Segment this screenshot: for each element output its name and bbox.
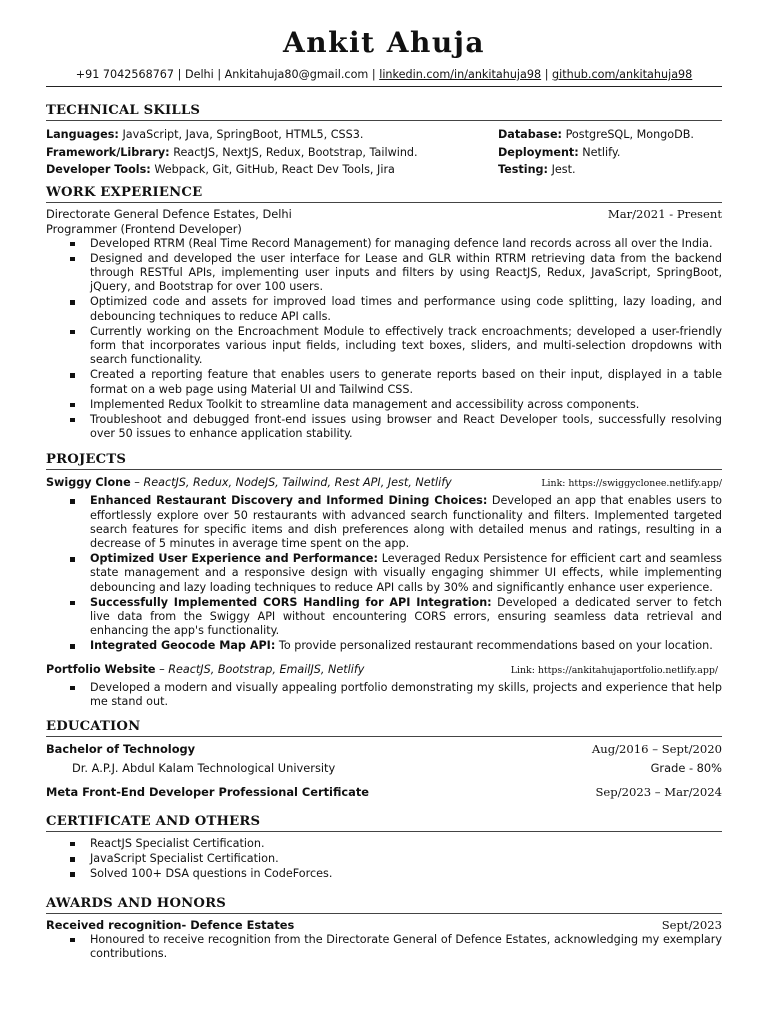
project-name: Portfolio Website [46, 662, 156, 676]
edu-grade: Grade - 80% [650, 760, 722, 775]
work-bullet: Troubleshoot and debugged front-end issues using browser and React Developer tools, successfully resolving over 50 issues to enhance application stability. [70, 413, 722, 441]
work-org: Directorate General Defence Estates, Delhi [46, 206, 292, 221]
linkedin-link[interactable]: linkedin.com/in/ankitahuja98 [379, 68, 542, 81]
work-bullet: Currently working on the Encroachment Module to effectively track encroachments; developed a user-friendly form that incorporates various input fields, including text boxes, sliders, and multi-selection dropdowns with search functionality. [70, 325, 722, 368]
work-role-row [46, 222, 722, 237]
skill-value: Jest. [551, 163, 576, 176]
section-title-certificates: CERTIFICATE AND OTHERS [46, 813, 722, 832]
project-link[interactable]: Link: https://swiggyclonee.netlify.app/ [541, 478, 722, 490]
project-stack: ReactJS, Bootstrap, EmailJS, Netlify [168, 662, 365, 676]
skill-line [498, 126, 694, 144]
edu-cert: Meta Front-End Developer Professional Certificate [46, 784, 369, 799]
project-link[interactable]: Link: https://ankitahujaportfolio.netlify.app/ [510, 664, 718, 676]
project-bullet-heading: Integrated Geocode Map API: [90, 639, 276, 653]
contact-line: +91 7042568767 | Delhi | Ankitahuja80@gmail.com | linkedin.com/in/ankitahuja98 | github.com/ankitahuja98 [46, 67, 722, 87]
skill-line [46, 161, 498, 179]
project-dash: – [155, 662, 169, 676]
skill-label: Framework/Library: [46, 145, 170, 159]
edu-university-row [46, 761, 722, 776]
project-bullet-text: Developed a dedicated server to fetch live data from the Swiggy API without encountering CORS errors, ensuring seamless data retrieval and enhancing the app's functionality. [90, 595, 722, 638]
project-bullet-text: Developed a modern and visually appealing portfolio demonstrating my skills, projects and experience that help me stand out. [90, 680, 722, 708]
project-bullet-heading: Successfully Implemented CORS Handling for API Integration: [90, 595, 492, 609]
work-dates: Mar/2021 - Present [607, 206, 722, 221]
project-bullet [70, 552, 722, 595]
award-date: Sept/2023 [661, 917, 722, 932]
edu-degree: Bachelor of Technology [46, 741, 196, 756]
award-bullet: Honoured to receive recognition from the Directorate General of Defence Estates, acknowledging my exemplary contributions. [70, 933, 722, 961]
email-link[interactable]: Ankitahuja80@gmail.com [224, 68, 369, 81]
work-role: Programmer (Frontend Developer) [46, 221, 242, 236]
project-bullet-heading: Enhanced Restaurant Discovery and Informed Dining Choices: [90, 494, 488, 508]
work-bullet: Optimized code and assets for improved load times and performance using code splitting, lazy loading, and debouncing techniques to reduce API calls. [70, 295, 722, 323]
work-bullets [46, 237, 722, 442]
project-bullet-text: To provide personalized restaurant recommendations based on your location. [275, 639, 713, 653]
skill-line [498, 161, 694, 179]
project-header [46, 662, 722, 678]
work-bullet: Designed and developed the user interface for Lease and GLR within RTRM retrieving data from the backend through RESTful APIs, implementing user inputs and filters by using ReactJS, Redux, JavaScript, SpringBoot, jQuery, and Bootstrap for over 100 users. [70, 252, 722, 295]
skill-label: Developer Tools: [46, 163, 151, 176]
section-title-education: EDUCATION [46, 718, 722, 737]
award-bullets [46, 933, 722, 961]
award-row [46, 918, 722, 933]
skills-grid [46, 126, 722, 179]
edu-degree-row [46, 742, 722, 757]
edu-cert-dates: Sep/2023 – Mar/2024 [595, 784, 722, 799]
edu-cert-row [46, 785, 722, 800]
section-title-projects: PROJECTS [46, 451, 722, 470]
skill-label: Database: [498, 128, 563, 141]
project-bullets [46, 494, 722, 653]
skill-value: Netlify. [582, 145, 621, 159]
edu-university: Dr. A.P.J. Abdul Kalam Technological University [72, 760, 336, 775]
edu-degree-dates: Aug/2016 – Sept/2020 [591, 741, 722, 756]
phone: +91 7042568767 [75, 68, 175, 81]
project-title [46, 475, 452, 490]
project-bullet [70, 494, 722, 551]
section-title-awards: AWARDS AND HONORS [46, 895, 722, 914]
work-header [46, 207, 722, 222]
skill-label: Deployment: [498, 145, 579, 159]
skills-left-column [46, 126, 498, 179]
skill-label: Testing: [498, 163, 549, 176]
project-bullet-text: Leveraged Redux Persistence for efficient cart and seamless state management and a responsive design with visually engaging shimmer UI effects, while implementing debouncing and lazy loading techniques to reduce API calls by 30% and significantly enhance user experience. [90, 552, 722, 594]
github-link[interactable]: github.com/ankitahuja98 [552, 68, 693, 81]
project-header [46, 475, 722, 491]
candidate-name: Ankit Ahuja [282, 26, 485, 59]
certificate-item: Solved 100+ DSA questions in CodeForces. [70, 867, 722, 881]
project-bullet [70, 681, 722, 709]
certificate-item: ReactJS Specialist Certification. [70, 837, 722, 851]
award-name: Received recognition- Defence Estates [46, 917, 295, 932]
project-bullet-text: Developed an app that enables users to effortlessly explore over 50 restaurants with advanced search functionality and filters. Implemented targeted search features for specific items and dish preferences along with detailed menus and ratings, resulting in a decrease of 5 minutes in average time spent on the app. [90, 494, 722, 550]
project-bullets [46, 681, 722, 709]
project-stack: ReactJS, Redux, NodeJS, Tailwind, Rest API, Jest, Netlify [143, 476, 452, 490]
work-bullet: Developed RTRM (Real Time Record Management) for managing defence land records across all over the India. [70, 237, 722, 251]
project-title [46, 662, 364, 677]
section-title-work: WORK EXPERIENCE [46, 184, 722, 203]
project-dash: – [130, 476, 144, 490]
skill-line [46, 126, 498, 144]
project-name: Swiggy Clone [46, 476, 131, 490]
project-bullet [70, 639, 722, 653]
skill-value: JavaScript, Java, SpringBoot, HTML5, CSS3. [122, 128, 364, 141]
skill-line [46, 144, 498, 162]
project-bullet-heading: Optimized User Experience and Performance: [90, 552, 378, 566]
skill-value: PostgreSQL, MongoDB. [565, 128, 694, 141]
certificate-item: JavaScript Specialist Certification. [70, 852, 722, 866]
skill-value: Webpack, Git, GitHub, React Dev Tools, Jira [154, 163, 395, 176]
skill-line [498, 144, 694, 162]
projects-list [46, 475, 722, 709]
work-bullet: Created a reporting feature that enables users to generate reports based on their input, displayed in a table format on a web page using Material UI and Tailwind CSS. [70, 368, 722, 396]
skill-label: Languages: [46, 128, 119, 141]
work-bullet: Implemented Redux Toolkit to streamline data management and accessibility across components. [70, 398, 722, 412]
project-bullet [70, 596, 722, 639]
city: Delhi [184, 68, 214, 81]
certificates-list [46, 837, 722, 882]
skills-right-column [498, 126, 694, 179]
skill-value: ReactJS, NextJS, Redux, Bootstrap, Tailwind. [173, 145, 418, 159]
section-title-skills: TECHNICAL SKILLS [46, 102, 722, 121]
